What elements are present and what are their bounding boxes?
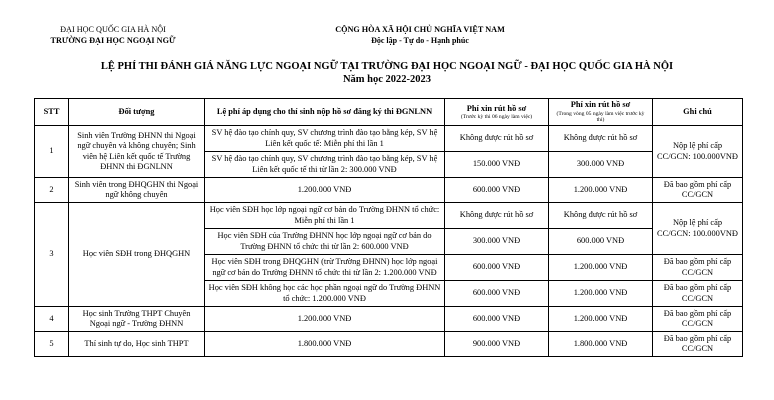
row3-subject: Học viên SĐH trong ĐHQGHN <box>69 203 205 307</box>
school-name: TRƯỜNG ĐẠI HỌC NGOẠI NGỮ <box>50 36 176 45</box>
header-subject: Đối tượng <box>69 99 205 126</box>
row3-note-c: Đã bao gồm phí cấp CC/GCN <box>653 255 743 281</box>
row3-withdraw6-a: Không được rút hồ sơ <box>445 203 549 229</box>
row5-subject: Thí sinh tự do, Học sinh THPT <box>69 332 205 357</box>
row3-fee-d: Học viên SĐH không học các học phần ngoại ngữ do Trường ĐHNN tổ chức: 1.200.000 VNĐ <box>205 281 445 307</box>
row3-note-ab: Nộp lệ phí cấp CC/GCN: 100.000VNĐ <box>653 203 743 255</box>
row5-stt: 5 <box>35 332 69 357</box>
table-header-row <box>35 99 743 126</box>
row4-subject: Học sinh Trường THPT Chuyên Ngoại ngữ - Trường ĐHNN <box>69 307 205 332</box>
row5-note: Đã bao gồm phí cấp CC/GCN <box>653 332 743 357</box>
row2-withdraw5: 1.200.000 VNĐ <box>549 178 653 203</box>
row1-withdraw6-a: Không được rút hồ sơ <box>445 126 549 152</box>
university-name: ĐẠI HỌC QUỐC GIA HÀ NỘI <box>60 25 166 34</box>
row1-stt: 1 <box>35 126 69 178</box>
row3-withdraw5-b: 600.000 VNĐ <box>549 229 653 255</box>
national-header <box>300 24 540 46</box>
fee-table <box>34 98 743 357</box>
header-withdraw-6days-sub: (Trước kỳ thi 06 ngày làm việc) <box>460 114 533 120</box>
header-withdraw-6days-label: Phí xin rút hồ sơ <box>466 103 527 113</box>
table-row <box>35 307 743 332</box>
row3-fee-a: Học viên SĐH học lớp ngoại ngữ cơ bản do Trường ĐHNN tổ chức: Miễn phí thi lần 1 <box>205 203 445 229</box>
row2-subject: Sinh viên trong ĐHQGHN thi Ngoại ngữ không chuyên <box>69 178 205 203</box>
header-withdraw-5days-sub: (Trong vòng 05 ngày làm việc trước kỳ thi) <box>556 110 645 124</box>
row1-fee-b: SV hệ đào tạo chính quy, SV chương trình đào tạo bằng kép, SV hệ Liên kết quốc tế thi từ lần 2: 300.000 VNĐ <box>205 152 445 178</box>
header-withdraw-5days-label: Phí xin rút hồ sơ <box>570 100 631 110</box>
row4-fee: 1.200.000 VNĐ <box>205 307 445 332</box>
row2-withdraw6: 600.000 VNĐ <box>445 178 549 203</box>
header-withdraw-6days <box>445 99 549 126</box>
row1-note: Nộp lệ phí cấp CC/GCN: 100.000VNĐ <box>653 126 743 178</box>
row1-fee-a: SV hệ đào tạo chính quy, SV chương trình đào tạo bằng kép, SV hệ Liên kết quốc tế: Miễn phí thi lần 1 <box>205 126 445 152</box>
row1-withdraw6-b: 150.000 VNĐ <box>445 152 549 178</box>
row1-subject: Sinh viên Trường ĐHNN thi Ngoại ngữ chuyên và không chuyên; Sinh viên hệ Liên kết quốc tế Trường ĐHNN thi ĐGNLNN <box>69 126 205 178</box>
table-row <box>35 178 743 203</box>
country-name: CỘNG HÒA XÃ HỘI CHỦ NGHĨA VIỆT NAM <box>335 25 505 34</box>
row3-withdraw5-a: Không được rút hồ sơ <box>549 203 653 229</box>
document-title <box>40 60 734 86</box>
row4-stt: 4 <box>35 307 69 332</box>
header-withdraw-5days <box>549 99 653 126</box>
table-row <box>35 126 743 152</box>
table-row <box>35 203 743 229</box>
row2-note: Đã bao gồm phí cấp CC/GCN <box>653 178 743 203</box>
row1-withdraw5-b: 300.000 VNĐ <box>549 152 653 178</box>
header-fee: Lệ phí áp dụng cho thí sinh nộp hồ sơ đăng ký thi ĐGNLNN <box>205 99 445 126</box>
row2-stt: 2 <box>35 178 69 203</box>
header-stt: STT <box>35 99 69 126</box>
title-main: LỆ PHÍ THI ĐÁNH GIÁ NĂNG LỰC NGOẠI NGỮ TẠI TRƯỜNG ĐẠI HỌC NGOẠI NGỮ - ĐẠI HỌC QUỐC GIA HÀ NỘI <box>100 61 674 72</box>
row3-withdraw5-d: 1.200.000 VNĐ <box>549 281 653 307</box>
row5-withdraw6: 900.000 VNĐ <box>445 332 549 357</box>
header-note: Ghi chú <box>653 99 743 126</box>
row3-note-d: Đã bao gồm phí cấp CC/GCN <box>653 281 743 307</box>
row3-stt: 3 <box>35 203 69 307</box>
table-row <box>35 332 743 357</box>
row4-withdraw5: 1.200.000 VNĐ <box>549 307 653 332</box>
row3-withdraw6-b: 300.000 VNĐ <box>445 229 549 255</box>
university-header <box>18 24 208 46</box>
row3-fee-c: Học viên SĐH trong ĐHQGHN (trừ Trường ĐHNN) học lớp ngoại ngữ cơ bản do Trường ĐHNN tổ chức thi từ lần 2: 1.200.000 VNĐ <box>205 255 445 281</box>
row3-withdraw5-c: 1.200.000 VNĐ <box>549 255 653 281</box>
national-motto: Độc lập - Tự do - Hạnh phúc <box>371 36 469 45</box>
row4-withdraw6: 600.000 VNĐ <box>445 307 549 332</box>
row3-withdraw6-c: 600.000 VNĐ <box>445 255 549 281</box>
row2-fee: 1.200.000 VNĐ <box>205 178 445 203</box>
row5-fee: 1.800.000 VNĐ <box>205 332 445 357</box>
row4-note: Đã bao gồm phí cấp CC/GCN <box>653 307 743 332</box>
row3-fee-b: Học viên SĐH của Trường ĐHNN học lớp ngoại ngữ cơ bản do Trường ĐHNN tổ chức thi từ lần 2: 600.000 VNĐ <box>205 229 445 255</box>
title-year: Năm học 2022-2023 <box>342 74 432 85</box>
row3-withdraw6-d: 600.000 VNĐ <box>445 281 549 307</box>
row1-withdraw5-a: Không được rút hồ sơ <box>549 126 653 152</box>
row5-withdraw5: 1.800.000 VNĐ <box>549 332 653 357</box>
